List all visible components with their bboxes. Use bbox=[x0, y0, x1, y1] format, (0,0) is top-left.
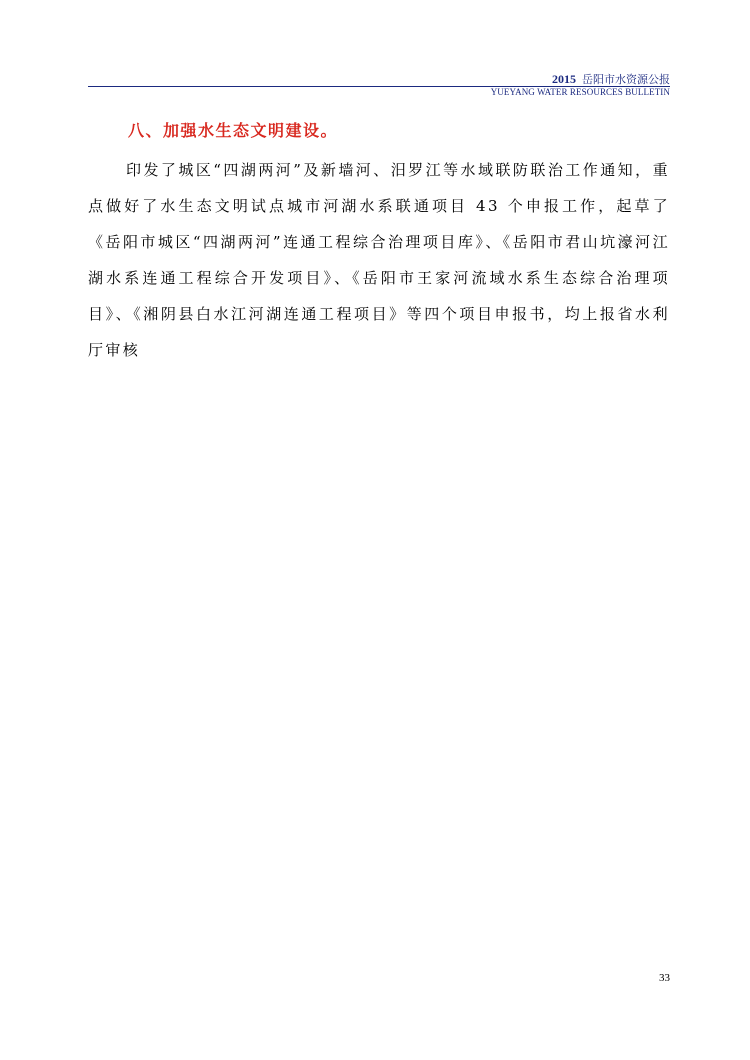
page-header bbox=[88, 66, 670, 100]
header-year: 2015 bbox=[552, 72, 576, 86]
header-title-line bbox=[552, 71, 670, 87]
section-heading: 八、加强水生态文明建设。 bbox=[128, 121, 339, 140]
header-title: 岳阳市水资源公报 bbox=[582, 73, 670, 86]
page-number: 33 bbox=[659, 972, 670, 984]
body-paragraph: 印发了城区“四湖两河”及新墙河、汨罗江等水域联防联治工作通知，重点做好了水生态文明试点城市河湖水系联通项目 43 个申报工作，起草了《岳阳市城区“四湖两河”连通工程综合治理项目库》、《岳阳市君山坑濠河江湖水系连通工程综合开发项目》、《岳阳市王家河流域水系生态综合治理项目》、《湘阴县白水江河湖连通工程项目》等四个项目申报书，均上报省水利厅审核 bbox=[88, 161, 670, 359]
header-subtitle: YUEYANG WATER RESOURCES BULLETIN bbox=[490, 87, 670, 97]
